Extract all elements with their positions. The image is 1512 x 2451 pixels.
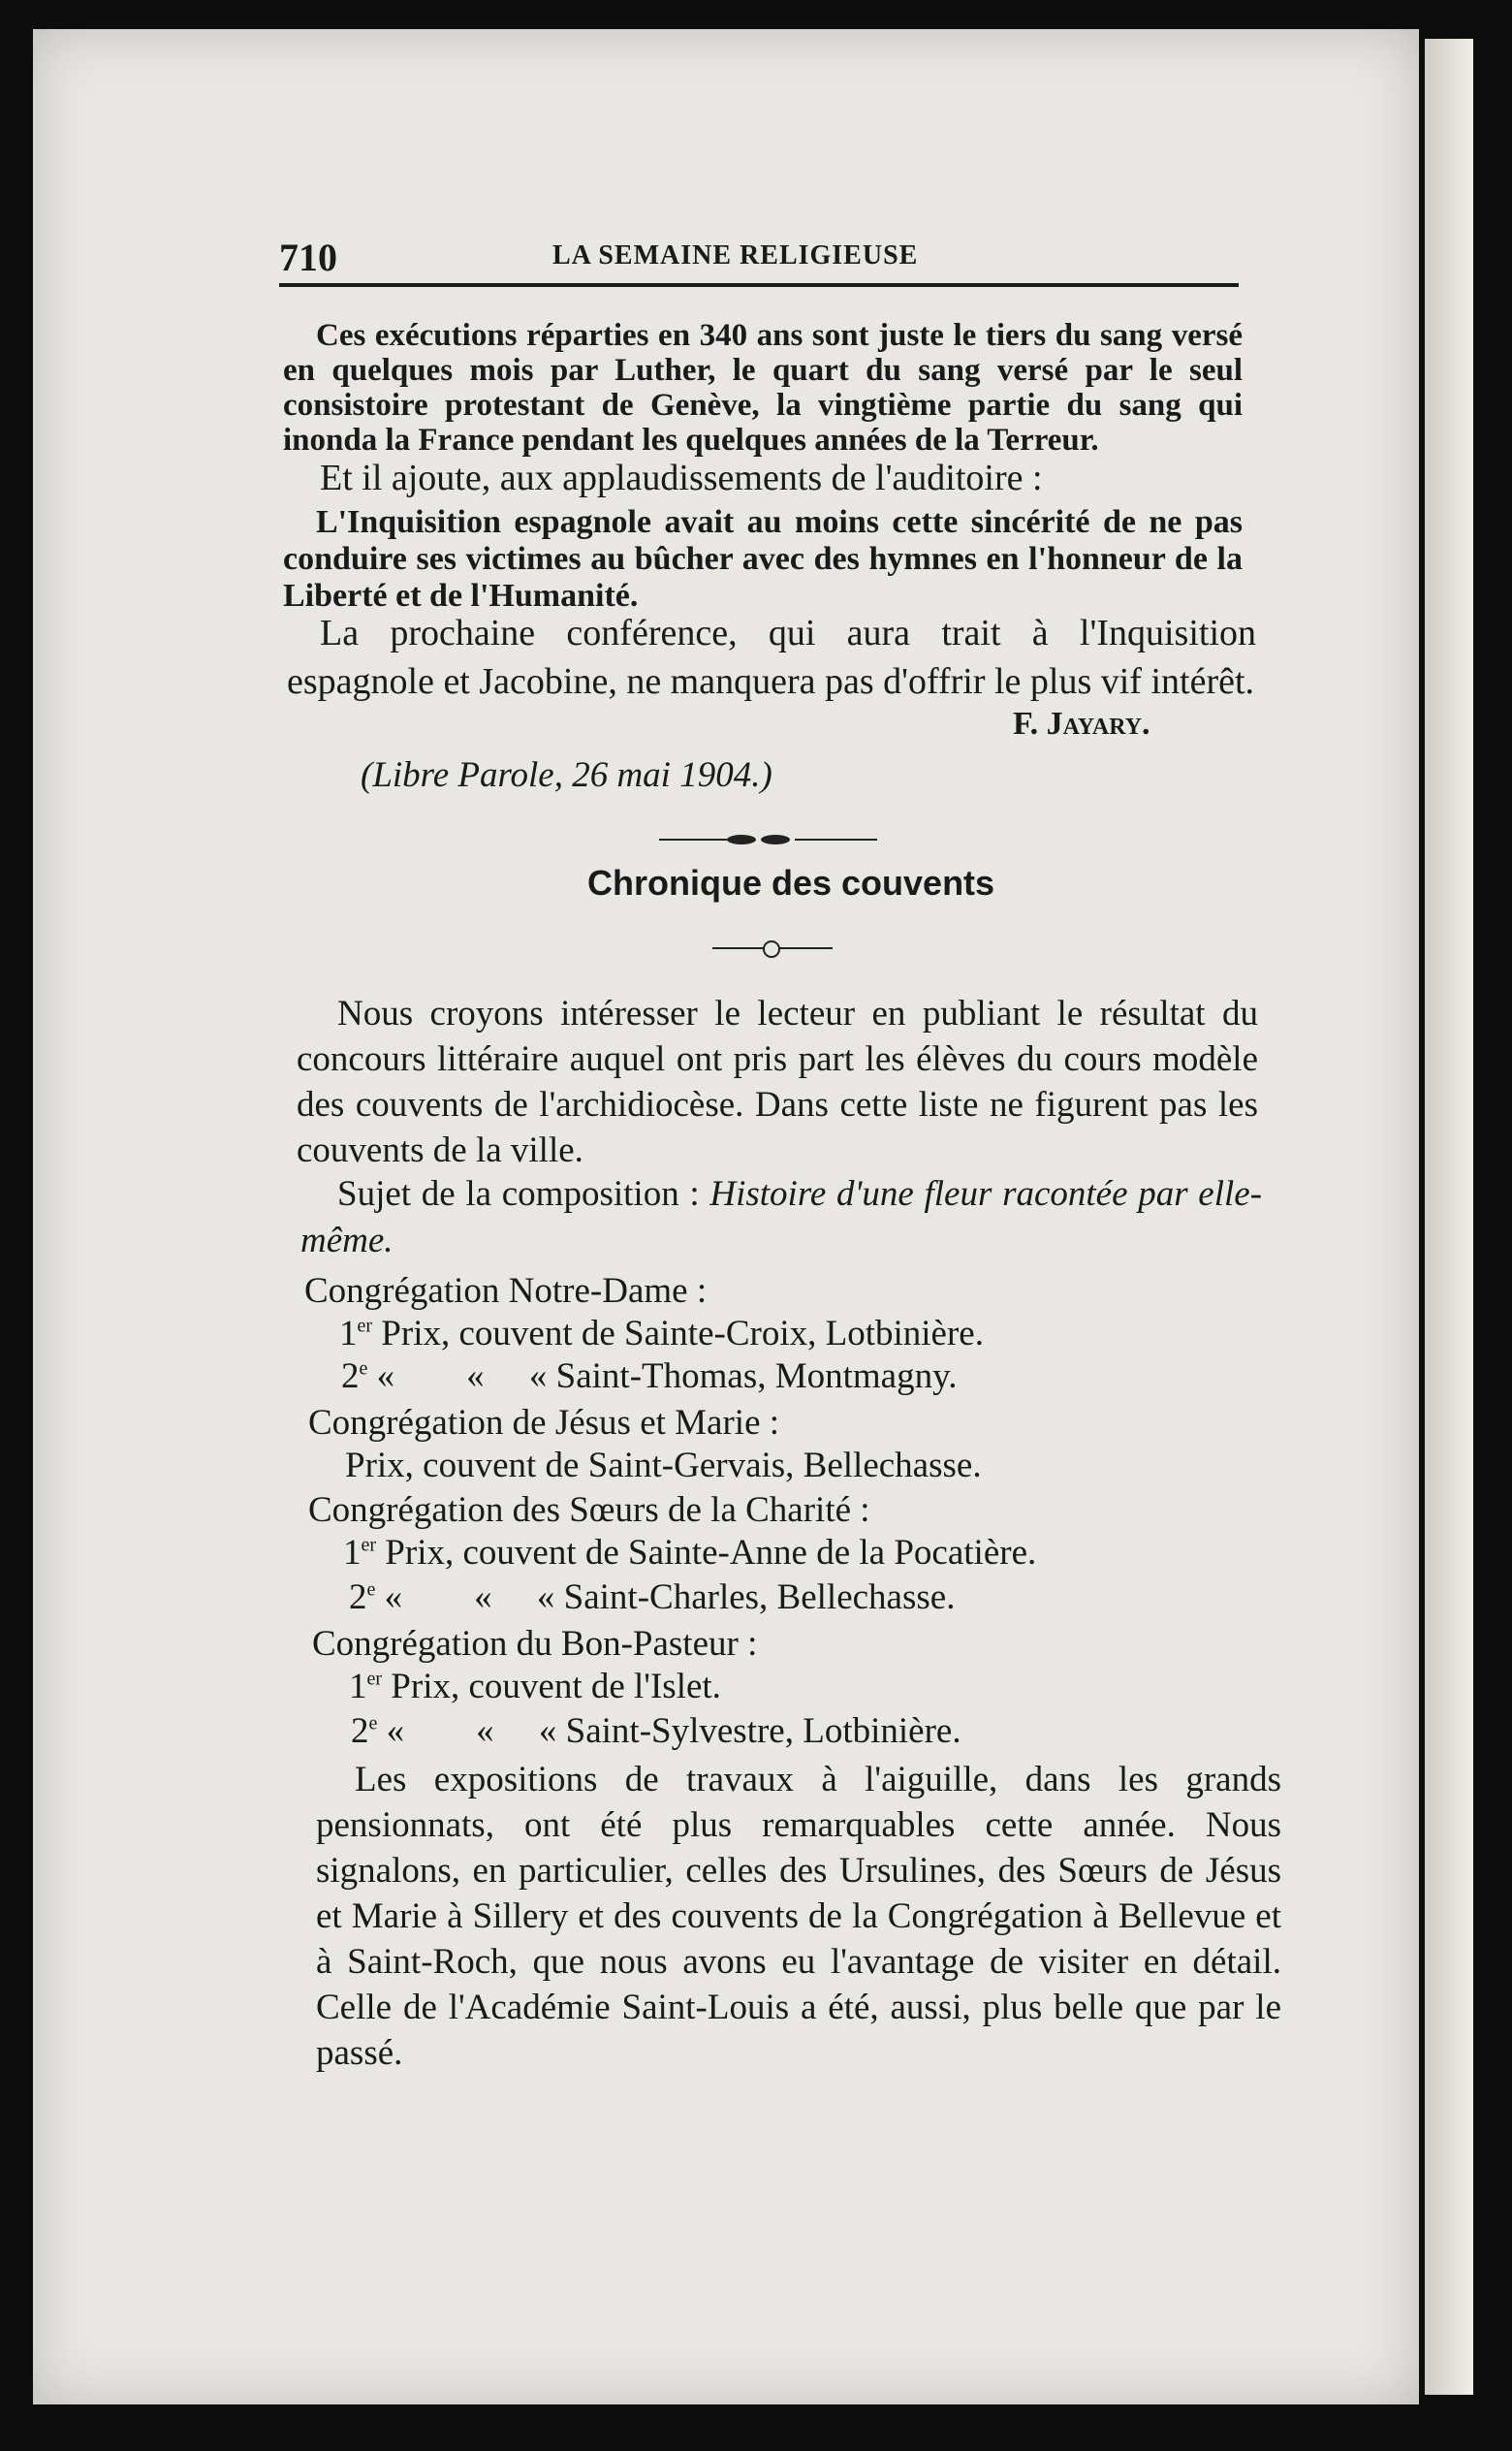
congregation-heading: Congrégation des Sœurs de la Charité : — [308, 1490, 870, 1530]
composition-subject: Sujet de la composition : Histoire d'une fleur racontée par elle-même. — [300, 1174, 1263, 1260]
intro-paragraph-3: L'Inquisition espagnole avait au moins cette sincérité de ne pas conduire ses victimes au bûcher avec des hymnes en l'honneur de la Liberté et de l'Humanité. — [283, 504, 1243, 614]
signature: F. Jayary. — [1013, 706, 1150, 742]
running-title: LA SEMAINE RELIGIEUSE — [552, 240, 919, 271]
section-title: Chronique des couvents — [587, 863, 995, 903]
header-rule — [279, 283, 1239, 287]
result-line: 2e « « « Saint-Thomas, Montmagny. — [341, 1356, 958, 1396]
intro-paragraph-2: Et il ajoute, aux applaudissements de l'auditoire : — [320, 458, 1043, 498]
result-line: 2e « « « Saint-Charles, Bellechasse. — [349, 1577, 956, 1617]
congregation-heading: Congrégation de Jésus et Marie : — [308, 1403, 780, 1443]
closing-paragraph: Les expositions de travaux à l'aiguille, dans les grands pensionnats, ont été plus remarquables cette année. Nous signalons, en particulier, celles des Ursulines, des Sœurs de Jésus et Marie à Sillery et des couvents de la Congrégation à Bellevue et à Saint-Roch, que nous avons eu l'avantage de visiter en détail. Celle de l'Académie Saint-Louis a été, aussi, plus belle que par le passé. — [316, 1760, 1281, 2073]
result-line: 2e « « « Saint-Sylvestre, Lotbinière. — [351, 1711, 961, 1751]
source-citation: (Libre Parole, 26 mai 1904.) — [361, 755, 772, 795]
result-line: 1er Prix, couvent de l'Islet. — [349, 1667, 721, 1706]
congregation-heading: Congrégation Notre-Dame : — [304, 1271, 708, 1311]
facing-page-edge — [1425, 39, 1473, 2395]
ornament-rule — [712, 939, 833, 958]
ornament-divider — [659, 832, 877, 847]
result-line: 1er Prix, couvent de Sainte-Croix, Lotbinière. — [339, 1314, 984, 1353]
intro-paragraph-1: Ces exécutions réparties en 340 ans sont juste le tiers du sang versé en quelques mois par Luther, le quart du sang versé par le seul consistoire protestant de Genève, la vingtième partie du sang qui inonda la France pendant les quelques années de la Terreur. — [283, 318, 1243, 458]
section-paragraph-1: Nous croyons intéresser le lecteur en publiant le résultat du concours littéraire auquel ont pris part les élèves du cours modèle des couvents de l'archidiocèse. Dans cette liste ne figurent pas les couvents de la ville. — [297, 994, 1258, 1170]
result-line: Prix, couvent de Saint-Gervais, Bellechasse. — [345, 1446, 982, 1485]
intro-paragraph-4: La prochaine conférence, qui aura trait à l'Inquisition espagnole et Jacobine, ne manquera pas d'offrir le plus vif intérêt. — [287, 613, 1256, 702]
congregation-heading: Congrégation du Bon-Pasteur : — [312, 1624, 758, 1664]
result-line: 1er Prix, couvent de Sainte-Anne de la Pocatière. — [343, 1533, 1037, 1573]
page-number: 710 — [279, 236, 337, 279]
